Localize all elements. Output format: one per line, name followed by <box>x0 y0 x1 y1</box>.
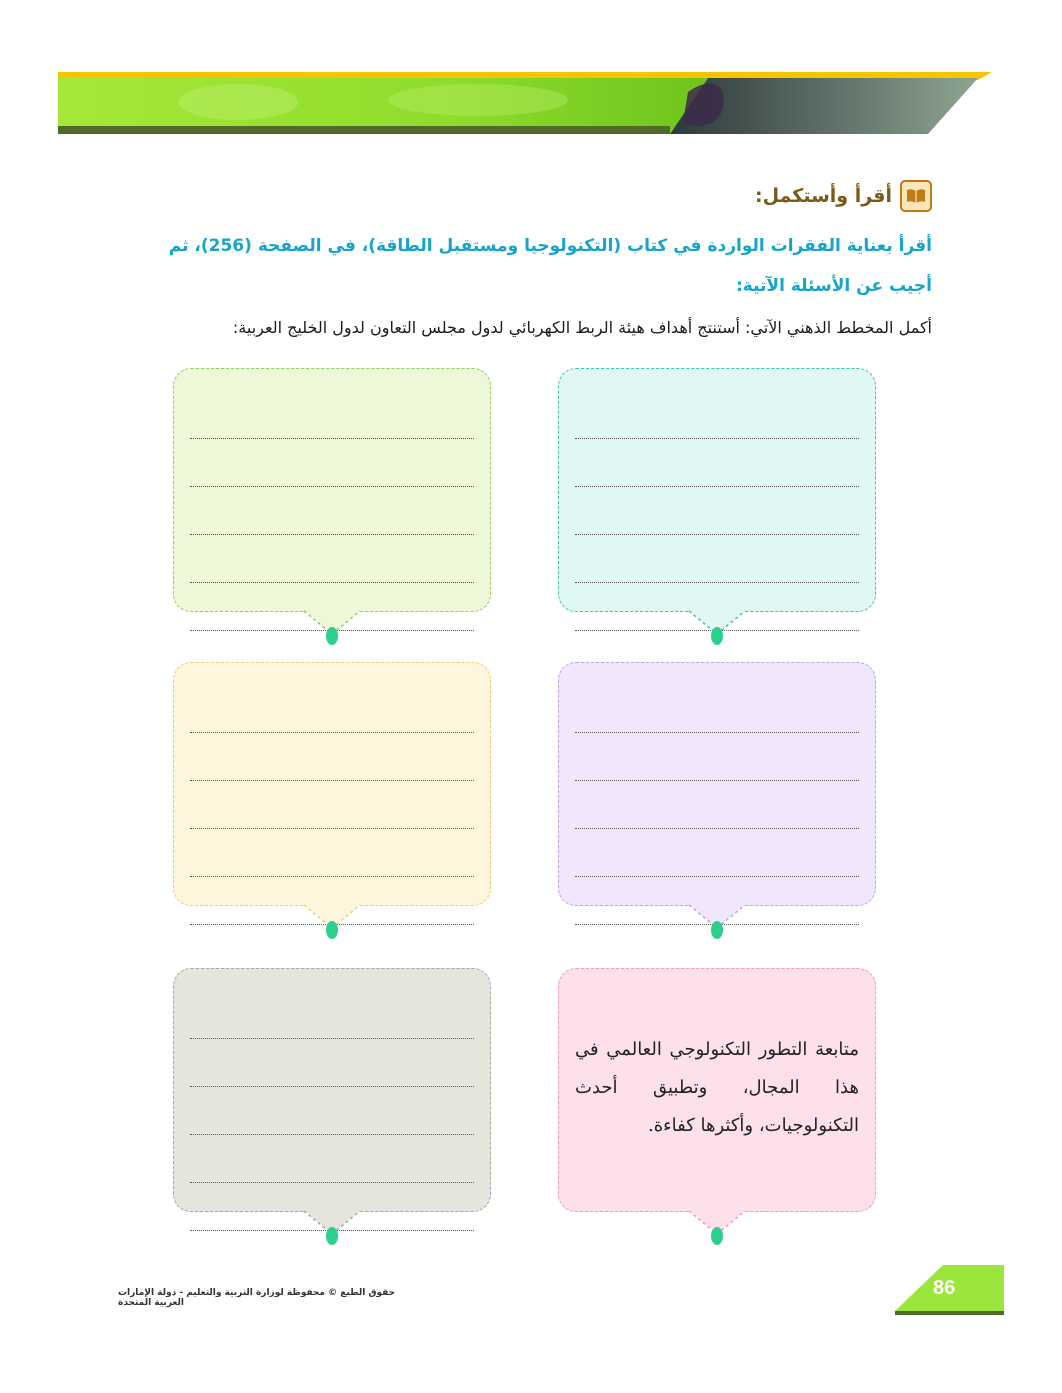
instruction-text: أكمل المخطط الذهني الآتي: أستنتج أهداف هيئة الربط الكهربائي لدول مجلس التعاون لدول الخليج العربية: <box>232 318 932 337</box>
bubble-top-right <box>558 368 876 612</box>
section-title: أقرأ وأستكمل: <box>754 185 892 207</box>
book-icon <box>900 180 932 212</box>
bubble-tail <box>173 968 491 1248</box>
bubble-text: متابعة التطور التكنولوجي العالمي في هذا المجال، وتطبيق أحدث التكنولوجيات، وأكثرها كفاءة. <box>575 1039 859 1136</box>
page-number: 86 <box>933 1277 956 1299</box>
bubble-tail <box>173 368 491 648</box>
connector-dot <box>711 921 723 939</box>
connector-dot <box>326 627 338 645</box>
connector-dot <box>326 921 338 939</box>
header-banner <box>58 72 992 134</box>
connector-dot <box>711 627 723 645</box>
page-number-badge <box>895 1265 1004 1315</box>
bubble-bottom-right <box>558 968 876 1212</box>
connector-dot <box>711 1227 723 1245</box>
section-heading <box>755 180 932 212</box>
bubble-middle-right <box>558 662 876 906</box>
bubble-tail <box>558 662 876 942</box>
copyright-notice: حقوق الطبع © محفوظة لوزارة التربية والتعليم - دولة الإمارات العربية المتحدة <box>118 1288 396 1308</box>
intro-text: أقرأ بعناية الفقرات الواردة في كتاب (التكنولوجيا ومستقبل الطاقة)، في الصفحة (256)، ثم أجيب عن الأسئلة الآتية: <box>168 236 932 296</box>
bubble-tail <box>173 662 491 942</box>
bubble-top-left <box>173 368 491 612</box>
bubble-tail <box>558 368 876 648</box>
bubble-bottom-left <box>173 968 491 1212</box>
connector-dot <box>326 1227 338 1245</box>
bubble-middle-left <box>173 662 491 906</box>
bubble-tail <box>558 968 876 1248</box>
